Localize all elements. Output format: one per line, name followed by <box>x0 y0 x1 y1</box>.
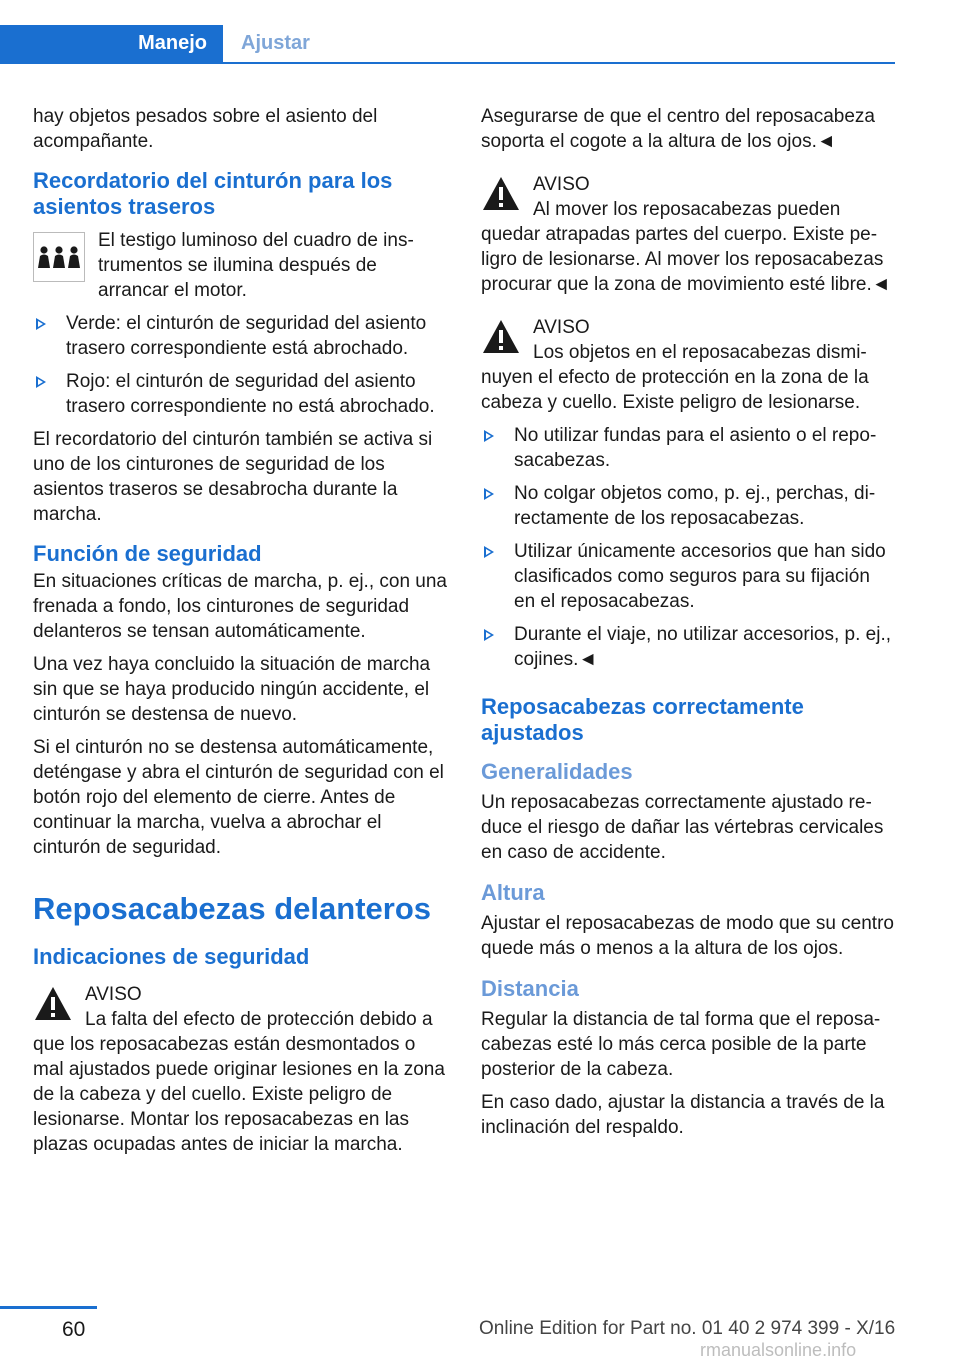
warning-triangle-icon <box>33 984 73 1024</box>
warning-block-3 <box>481 315 895 415</box>
right-column <box>481 104 895 1148</box>
warning-title: AVISO <box>85 984 142 1005</box>
warning-text: La falta del efecto de protección debido a que los reposacabezas están desmontados o mal ajustados puede originar lesiones en la zona de la cabeza y del cuello. Existe peligro de lesionarse. Montar los reposacabezas en las plazas ocupadas antes de iniciar la marcha. <box>33 1009 445 1155</box>
warning-block-2 <box>481 172 895 297</box>
footer-rule <box>0 1306 97 1309</box>
height-paragraph: Ajustar el reposacabezas de modo que su centro quede más o menos a la altura de los ojos. <box>481 913 894 959</box>
heading-distance: Distancia <box>481 976 579 1001</box>
general-paragraph: Un reposacabezas correctamente ajustado reduce el riesgo de dañar las vértebras cervicales en caso de accidente. <box>481 792 884 863</box>
left-column <box>33 104 448 1165</box>
list-item: Utilizar únicamente accesorios que han sido clasificados como seguros para su fijación en el reposacabezas. <box>481 539 895 614</box>
safety-paragraph-1: En situaciones críticas de marcha, p. ej., con una frenada a fondo, los cinturones de seguridad delanteros se tensan automáticamente. <box>33 571 447 642</box>
safety-paragraph-2: Una vez haya concluido la situación de marcha sin que se haya producido ningún accidente, el cinturón se destensa de nuevo. <box>33 654 431 725</box>
bullet-triangle-icon <box>36 376 46 388</box>
heading-safety-notes: Indicaciones de seguridad <box>33 944 310 969</box>
warning-title: AVISO <box>533 174 590 195</box>
heading-correct-headrests: Reposacabezas correctamente ajustados <box>481 694 804 745</box>
list-item: Verde: el cinturón de seguridad del asiento trasero correspondiente está abrochado. <box>33 311 448 361</box>
bullet-triangle-icon <box>484 629 494 641</box>
list-item: Rojo: el cinturón de seguridad del asiento trasero correspondiente no está abrochado. <box>33 369 448 419</box>
tab-manejo[interactable]: Manejo <box>0 25 223 62</box>
heading-belt-reminder: Recordatorio del cinturón para los asientos traseros <box>33 168 393 219</box>
heading-general: Generalidades <box>481 759 633 784</box>
safety-paragraph-3: Si el cinturón no se destensa automáticamente, deténgase y abra el cinturón de seguridad con el botón rojo del elemento de cierre. Antes de continuar la marcha, vuelva a abrochar el cinturón de seguridad. <box>33 737 444 858</box>
heading-safety-function: Función de seguridad <box>33 541 262 566</box>
bullet-triangle-icon <box>36 318 46 330</box>
list-item: No colgar objetos como, p. ej., perchas, directamente de los reposacabezas. <box>481 481 895 531</box>
section-header-bar <box>0 25 895 64</box>
page-number: 60 <box>62 1318 86 1341</box>
warning-triangle-icon <box>481 174 521 214</box>
distance-paragraph-1: Regular la distancia de tal forma que el reposacabezas esté lo más cerca posible de la parte posterior de la cabeza. <box>481 1009 881 1080</box>
heading-height: Altura <box>481 880 545 905</box>
belt-indicator-block <box>33 228 448 311</box>
warning-triangle-icon <box>481 317 521 357</box>
warning-text: Al mover los reposacabezas pueden quedar atrapadas partes del cuerpo. Existe peligro de lesionarse. Al mover los reposacabezas procurar que la zona de movimiento esté libre.◄ <box>481 199 891 295</box>
list-item: Durante el viaje, no utilizar accesorios, p. ej., cojines.◄ <box>481 622 895 672</box>
bullet-triangle-icon <box>484 546 494 558</box>
belt-also-paragraph: El recordatorio del cinturón también se activa si uno de los cinturones de seguridad de los asientos traseros se desabrocha durante la marcha. <box>33 429 433 525</box>
warning-block-1 <box>33 982 448 1157</box>
belt-indicator-text: El testigo luminoso del cuadro de instrumentos se ilumina después de arrancar el motor. <box>98 230 414 301</box>
heading-front-headrests: Reposacabezas delanteros <box>33 891 432 926</box>
edition-footer: Online Edition for Part no. 01 40 2 974 399 - X/16 <box>479 1318 896 1339</box>
warning-title: AVISO <box>533 317 590 338</box>
watermark: rmanualsonline.info <box>700 1340 857 1360</box>
headrest-objects-list <box>481 423 895 672</box>
bullet-triangle-icon <box>484 430 494 442</box>
rear-seatbelt-indicator-icon <box>33 232 85 282</box>
list-item: No utilizar fundas para el asiento o el reposacabezas. <box>481 423 895 473</box>
warning-text: Los objetos en el reposacabezas disminuyen el efecto de protección en la zona de la cabeza y cuello. Existe peligro de lesionarse. <box>481 342 869 413</box>
intro-paragraph: hay objetos pesados sobre el asiento del acompañante. <box>33 106 378 152</box>
tab-ajustar[interactable]: Ajustar <box>241 32 310 54</box>
belt-status-list <box>33 311 448 419</box>
bullet-triangle-icon <box>484 488 494 500</box>
distance-paragraph-2: En caso dado, ajustar la distancia a través de la inclinación del respaldo. <box>481 1092 885 1138</box>
ensure-paragraph: Asegurarse de que el centro del reposacabeza soporta el cogote a la altura de los ojos.◄ <box>481 106 875 152</box>
